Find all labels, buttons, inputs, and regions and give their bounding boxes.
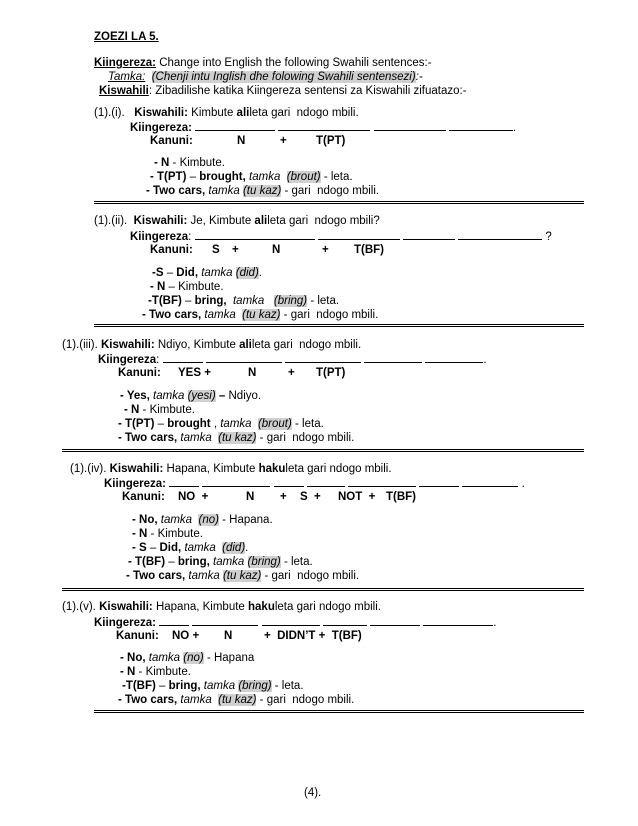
intro-english-text: Change into English the following Swahili sentences:- (156, 57, 432, 69)
ex4-s-end: . (245, 542, 249, 554)
ex5-sentence-post: leta gari ndogo mbili. (274, 601, 381, 613)
ex2-t-dash: – (181, 295, 195, 307)
ex4-line-cars (126, 569, 359, 583)
ex4-english-label: Kiingereza: (104, 478, 166, 490)
ex5-blank-5 (370, 615, 420, 626)
ex3-yes-tamka: tamka (153, 390, 185, 402)
ex5-sentence-bold: haku (248, 601, 275, 613)
ex4-line-s (132, 541, 248, 555)
ex1-english-label: Kiingereza: (130, 122, 192, 134)
ex4-blank-7 (462, 476, 518, 487)
ex3-english-label: Kiingereza (98, 354, 157, 366)
ex2-s-word: Did, (176, 267, 199, 279)
ex5-cars-label: - Two cars, (118, 694, 178, 706)
ex4-english (104, 476, 525, 491)
ex2-s-label: -S (152, 267, 164, 279)
ex3-swahili (62, 338, 361, 352)
ex4-sentence-post: leta gari ndogo mbili. (285, 463, 392, 475)
ex2-end: ? (545, 231, 552, 243)
ex5-swahili (62, 600, 381, 614)
ex3-english: Kiingereza: . (98, 354, 487, 366)
divider-2 (94, 324, 584, 327)
ex1-cars-pron: (tu kaz) (242, 185, 282, 197)
ex4-no-tamka: tamka (160, 514, 193, 526)
ex2-cars-label: - Two cars, (142, 309, 202, 321)
ex4-cars-pron: (tu kaz) (222, 570, 262, 582)
ex2-sentence-post: leta gari ndogo mbili? (267, 215, 380, 227)
ex1-swahili-label: Kiswahili: (134, 107, 188, 119)
ex3-formula-2: + (288, 367, 295, 379)
ex4-formula-1: N (246, 491, 255, 503)
ex4-blank-5 (348, 476, 416, 487)
ex3-t-comma: , (210, 418, 221, 430)
ex5-blank-2 (192, 615, 258, 626)
ex4-no-text: - Hapana. (218, 514, 273, 526)
ex1-blank-3 (374, 120, 446, 131)
ex3-formula-1: N (248, 367, 257, 379)
ex3-sentence-post: leta gari ndogo mbili. (251, 339, 362, 351)
ex4-formula-4: NOT + (338, 491, 376, 503)
ex2-t-label: -T(BF) (148, 295, 182, 307)
ex5-cars-gari: - gari ndogo mbili. (256, 694, 355, 706)
ex2-blank-2 (318, 229, 400, 240)
page-title: ZOEZI LA 5. (94, 31, 159, 43)
ex5-kanuni-label: Kanuni: (116, 630, 159, 642)
ex5-cars-tamka: tamka (180, 694, 212, 706)
ex5-blank-4 (323, 615, 367, 626)
ex1-blank-4 (449, 120, 513, 131)
ex3-t-dash: – (154, 418, 168, 430)
ex3-cars-pron: (tu kaz) (218, 432, 257, 444)
ex2-line-n (150, 280, 224, 294)
ex1-sentence-pre: Kimbute (191, 107, 237, 119)
ex2-t-pron: (bring) (273, 295, 308, 307)
ex1-swahili (94, 106, 359, 120)
ex3-blank-5 (425, 352, 483, 363)
ex2-sentence-bold: ali (254, 215, 268, 227)
ex3-kanuni-label: Kanuni: (118, 367, 161, 379)
ex2-formula-0: S (212, 244, 220, 256)
ex5-formula-1: N (224, 630, 233, 642)
ex1-formula-1: + (280, 135, 287, 147)
ex4-t-word: bring, (177, 556, 210, 568)
ex4-line-t (128, 555, 313, 569)
ex2-t-leta: - leta. (307, 295, 340, 307)
ex3-line-t (118, 417, 324, 431)
ex2-line-s (152, 266, 262, 280)
ex4-line-no (132, 513, 273, 527)
ex5-n-text: - Kimbute. (135, 666, 191, 678)
page-number: (4). (304, 787, 322, 799)
ex2-english-label: Kiingereza (130, 231, 189, 243)
ex4-n-label: - N (132, 528, 148, 540)
ex2-n-label: - N (150, 281, 166, 293)
ex1-n-text: - Kimbute. (169, 157, 225, 169)
ex1-line-t (150, 170, 353, 184)
ex4-t-dash: – (165, 556, 178, 568)
ex3-formula-3: T(PT) (316, 367, 346, 379)
divider-5 (94, 710, 584, 713)
ex3-number: (1).(iii). (62, 339, 98, 351)
ex3-n-text: - Kimbute. (139, 404, 195, 416)
ex4-t-label: - T(BF) (128, 556, 166, 568)
ex4-s-dash: – (146, 542, 160, 554)
ex2-formula-2: N (272, 244, 281, 256)
ex3-cars-gari: - gari ndogo mbili. (256, 432, 355, 444)
ex5-no-text: - Hapana (203, 652, 255, 664)
ex2-n-text: – Kimbute. (165, 281, 224, 293)
ex2-s-end: . (258, 267, 262, 279)
ex2-s-dash: – (163, 267, 177, 279)
ex2-cars-pron: (tu kaz) (242, 309, 281, 321)
ex4-kanuni-label: Kanuni: (122, 491, 165, 503)
ex1-sentence-post: leta gari ndogo mbili. (249, 107, 359, 119)
ex1-t-word: brought, (199, 171, 246, 183)
ex1-number: (1).(i). (94, 107, 125, 119)
ex4-s-tamka: tamka (184, 542, 216, 554)
ex1-sentence-bold: ali (236, 107, 250, 119)
ex5-no-label: - No, (120, 652, 146, 664)
ex5-kanuni (116, 629, 362, 643)
ex1-formula-2: T(PT) (316, 135, 346, 147)
ex3-t-word: brought (167, 418, 211, 430)
ex4-blank-1 (169, 476, 199, 487)
ex4-end: . (521, 478, 525, 490)
ex1-t-label: - T(PT) (150, 171, 187, 183)
ex2-line-cars (142, 308, 378, 322)
ex5-line-cars (118, 693, 354, 707)
ex3-sentence-bold: ali (239, 339, 252, 351)
divider-3 (62, 449, 584, 452)
intro-english-line (94, 56, 432, 70)
ex5-t-pron: (bring) (238, 680, 272, 692)
divider-1 (94, 201, 584, 204)
ex4-formula-3: S + (300, 491, 321, 503)
ex3-t-leta: - leta. (291, 418, 324, 430)
ex4-formula-2: + (280, 491, 287, 503)
ex5-cars-pron: (tu kaz) (218, 694, 257, 706)
ex5-line-t (122, 679, 304, 693)
ex4-blank-3 (274, 476, 304, 487)
ex1-english (130, 120, 516, 135)
ex3-yes-text: Ndiyo. (228, 390, 262, 402)
ex1-kanuni (150, 134, 346, 148)
ex4-cars-tamka: tamka (188, 570, 220, 582)
intro-tamka-label: Tamka: (108, 71, 146, 83)
ex1-cars-tamka: tamka (208, 185, 240, 197)
ex3-blank-3 (285, 352, 361, 363)
ex4-t-pron: (bring) (247, 556, 281, 568)
intro-tamka-text: (Chenji intu Inglish dhe folowing Swahili sentensezi) (151, 71, 416, 83)
ex3-kanuni (118, 366, 346, 380)
ex3-formula-0: YES + (178, 367, 211, 379)
ex3-line-n (124, 403, 195, 417)
ex3-yes-label: - Yes, (120, 390, 150, 402)
ex5-number: (1).(v). (62, 601, 96, 613)
ex2-sentence-pre: Je, Kimbute (190, 215, 255, 227)
ex3-cars-label: - Two cars, (118, 432, 178, 444)
intro-english-label: Kiingereza: (94, 57, 156, 69)
ex1-cars-gari: - gari ndogo mbili. (281, 185, 380, 197)
ex2-t-word: bring, (194, 295, 227, 307)
ex4-t-leta: - leta. (280, 556, 313, 568)
ex4-s-label: - S (132, 542, 147, 554)
divider-4 (62, 588, 584, 591)
ex3-blank-2 (206, 352, 282, 363)
intro-tamka-line (108, 70, 423, 84)
intro-swahili-text: : Zibadilishe katika Kiingereza sentensi za Kiswahili zifuatazo:- (148, 85, 467, 97)
ex1-n-label: - N (154, 157, 170, 169)
ex2-cars-tamka: tamka (204, 309, 236, 321)
ex2-swahili-label: Kiswahili: (133, 215, 188, 227)
ex2-formula-1: + (232, 244, 239, 256)
ex2-swahili (94, 214, 380, 228)
ex4-cars-gari: - gari ndogo mbili. (261, 570, 360, 582)
ex5-formula-2: + DIDN’T + T(BF) (264, 630, 362, 642)
ex4-sentence-bold: haku (258, 463, 286, 475)
ex1-line-n (154, 156, 225, 170)
ex3-blank-1 (163, 352, 203, 363)
ex1-cars-label: - Two cars, (146, 185, 206, 197)
ex4-blank-4 (307, 476, 345, 487)
ex3-blank-4 (364, 352, 422, 363)
ex4-no-pron: (no) (198, 514, 219, 526)
ex2-s-tamka: tamka (201, 267, 233, 279)
ex2-t-tamka: tamka (232, 295, 265, 307)
ex5-blank-3 (262, 615, 320, 626)
ex3-sentence-pre: Ndiyo, Kimbute (157, 339, 240, 351)
ex5-no-tamka: tamka (148, 652, 181, 664)
ex3-yes-dash: – (215, 390, 229, 402)
ex1-formula-0: N (237, 135, 246, 147)
ex2-blank-1 (195, 229, 315, 240)
ex1-t-leta: - leta. (320, 171, 353, 183)
ex1-t-dash: – (186, 171, 200, 183)
ex1-blank-2 (278, 120, 370, 131)
ex5-n-label: - N (120, 666, 136, 678)
ex2-blank-3 (403, 229, 455, 240)
ex5-line-no (120, 651, 254, 665)
ex1-blank-1 (195, 120, 275, 131)
intro-swahili-line (99, 84, 467, 98)
ex4-n-text: - Kimbute. (147, 528, 203, 540)
ex4-line-n (132, 527, 203, 541)
ex5-blank-1 (159, 615, 189, 626)
ex3-line-yes (120, 389, 261, 403)
ex3-line-cars (118, 431, 354, 445)
ex1-line-cars (146, 184, 379, 198)
ex5-t-word: bring, (168, 680, 201, 692)
ex3-n-label: - N (124, 404, 140, 416)
ex5-t-dash: – (155, 680, 169, 692)
ex3-t-tamka: tamka (220, 418, 252, 430)
ex2-formula-3: + (322, 244, 329, 256)
ex4-formula-0: NO + (178, 491, 209, 503)
ex1-t-pron: (brout) (286, 171, 321, 183)
ex4-swahili (70, 462, 392, 476)
ex4-cars-label: - Two cars, (126, 570, 186, 582)
ex4-blank-2 (202, 476, 270, 487)
ex5-t-label: -T(BF) (122, 680, 156, 692)
ex4-number: (1).(iv). (70, 463, 107, 475)
ex4-s-pron: (did) (222, 542, 246, 554)
ex5-line-n (120, 665, 191, 679)
ex1-kanuni-label: Kanuni: (150, 135, 193, 147)
ex5-english-label: Kiingereza: (94, 617, 156, 629)
ex2-formula-4: T(BF) (354, 244, 385, 256)
ex2-number: (1).(ii). (94, 215, 128, 227)
ex5-t-tamka: tamka (203, 680, 236, 692)
ex3-cars-tamka: tamka (180, 432, 212, 444)
ex2-s-pron: (did) (235, 267, 259, 279)
ex2-english: Kiingereza: ? (130, 231, 552, 243)
ex3-end: . (483, 354, 487, 366)
ex2-kanuni-label: Kanuni: (150, 244, 193, 256)
ex4-swahili-label: Kiswahili: (109, 463, 164, 475)
ex5-english (94, 615, 496, 630)
ex4-s-word: Did, (159, 542, 182, 554)
ex3-t-label: - T(PT) (118, 418, 155, 430)
ex2-kanuni (150, 243, 385, 257)
ex5-no-pron: (no) (183, 652, 204, 664)
ex1-end: . (512, 122, 517, 134)
ex5-formula-0: NO + (172, 630, 200, 642)
intro-tamka-tail: :- (415, 71, 423, 83)
ex2-blank-4 (458, 229, 542, 240)
ex4-sentence-pre: Hapana, Kimbute (166, 463, 259, 475)
ex1-tamka: tamka (249, 171, 281, 183)
ex4-kanuni (122, 490, 417, 504)
ex4-no-label: - No, (132, 514, 158, 526)
ex3-yes-pron: (yesi) (187, 390, 216, 402)
ex2-line-t (148, 294, 339, 308)
intro-swahili-label: Kiswahili (99, 85, 149, 97)
ex5-t-leta: - leta. (271, 680, 304, 692)
ex4-blank-6 (419, 476, 459, 487)
ex5-swahili-label: Kiswahili: (99, 601, 153, 613)
ex5-end: . (493, 617, 497, 629)
ex5-sentence-pre: Hapana, Kimbute (155, 601, 249, 613)
ex2-cars-gari: - gari ndogo mbili. (280, 309, 379, 321)
ex5-blank-6 (423, 615, 493, 626)
ex3-swahili-label: Kiswahili: (100, 339, 155, 351)
ex3-t-pron: (brout) (257, 418, 292, 430)
ex4-formula-5: T(BF) (386, 491, 417, 503)
ex4-t-tamka: tamka (213, 556, 245, 568)
